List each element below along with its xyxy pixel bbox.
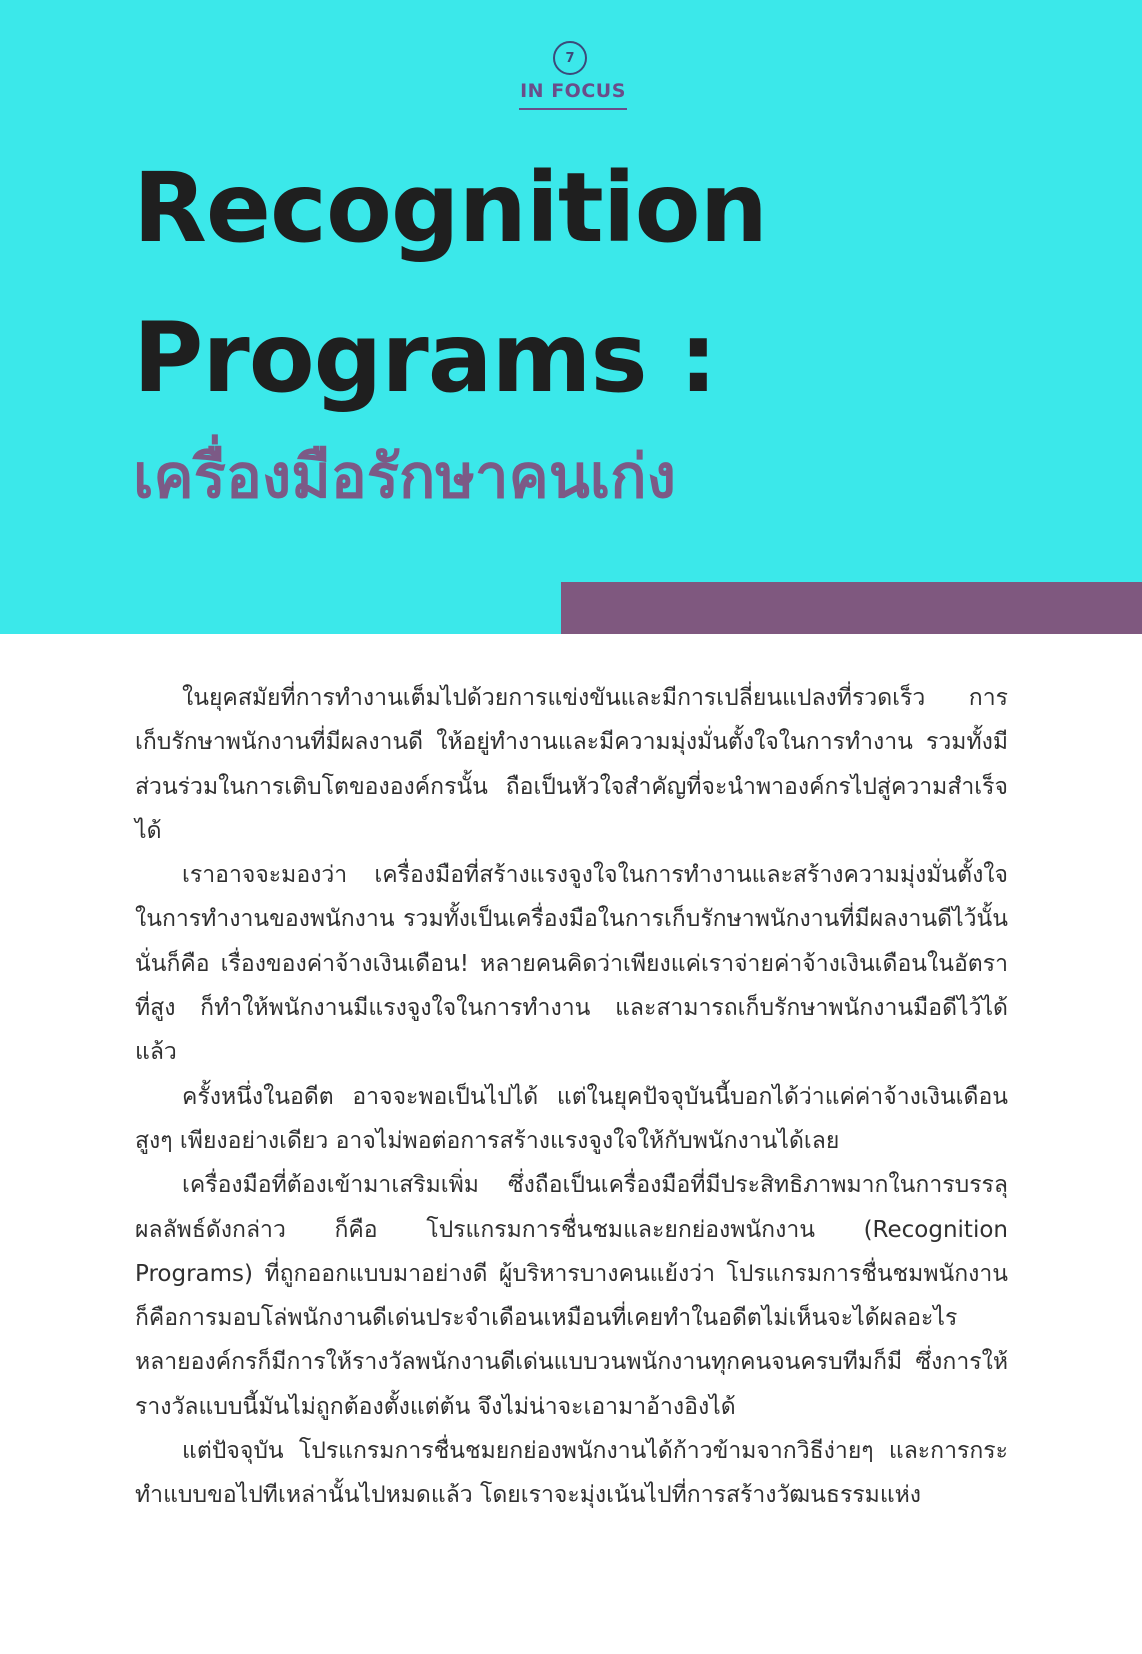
- article-subtitle: เครื่องมือรักษาคนเก่ง: [133, 442, 676, 512]
- paragraph: เราอาจจะมองว่า เครื่องมือที่สร้างแรงจูงใจในการทำงานและสร้างความมุ่งมั่นตั้งใจในการทำงานของพนักงาน รวมทั้งเป็นเครื่องมือในการเก็บรักษาพนักงานที่มีผลงานดีไว้นั้น นั่นก็คือ เรื่องของค่าจ้างเงินเดือน! หลายคนคิดว่าเพียงแค่เราจ่ายค่าจ้างเงินเดือนในอัตราที่สูง ก็ทำให้พนักงานมีแรงจูงใจในการทำงาน และสามารถเก็บรักษาพนักงานมือดีไว้ได้แล้ว: [135, 862, 1008, 1066]
- paragraph: เครื่องมือที่ต้องเข้ามาเสริมเพิ่ม ซึ่งถือเป็นเครื่องมือที่มีประสิทธิภาพมากในการบรรลุผลลัพธ์ดังกล่าว ก็คือ โปรแกรมการชื่นชมและยกย่องพนักงาน (Recognition Programs) ที่ถูกออกแบบมาอย่างดี ผู้บริหารบางคนแย้งว่า โปรแกรมการชื่นชมพนักงาน ก็คือการมอบโล่พนักงานดีเด่นประจำเดือนเหมือนที่เคยทำในอดีตไม่เห็นจะได้ผลอะไร หลายองค์กรก็มีการให้รางวัลพนักงานดีเด่นแบบวนพนักงานทุกคนจนครบทีมก็มี ซึ่งการให้รางวัลแบบนี้มันไม่ถูกต้องตั้งแต่ต้น จึงไม่น่าจะเอามาอ้างอิงได้: [135, 1172, 1008, 1420]
- paragraph: ในยุคสมัยที่การทำงานเต็มไปด้วยการแข่งขันและมีการเปลี่ยนแปลงที่รวดเร็ว การเก็บรักษาพนักงานที่มีผลงานดี ให้อยู่ทำงานและมีความมุ่งมั่นตั้งใจในการทำงาน รวมทั้งมีส่วนร่วมในการเติบโตขององค์กรนั้น ถือเป็นหัวใจสำคัญที่จะนำพาองค์กรไปสู่ความสำเร็จได้: [135, 685, 1008, 844]
- article-title-line-2: Programs :: [133, 302, 717, 414]
- paragraph: แต่ปัจจุบัน โปรแกรมการชื่นชมยกย่องพนักงานได้ก้าวข้ามจากวิธีง่ายๆ และการกระทำแบบขอไปทีเหล่านั้นไปหมดแล้ว โดยเราจะมุ่งเน้นไปที่การสร้างวัฒนธรรมแห่ง: [135, 1438, 1008, 1509]
- article-title-line-1: Recognition: [133, 152, 767, 264]
- page-number-badge: [553, 41, 587, 75]
- paragraph: ครั้งหนึ่งในอดีต อาจจะพอเป็นไปได้ แต่ในยุคปัจจุบันนี้บอกได้ว่าแค่ค่าจ้างเงินเดือนสูงๆ เพียงอย่างเดียว อาจไม่พอต่อการสร้างแรงจูงใจให้กับพนักงานได้เลย: [135, 1083, 1008, 1154]
- page-number: 7: [565, 50, 575, 66]
- accent-bar: [561, 582, 1142, 634]
- article-body: [135, 676, 1008, 1518]
- section-label: IN FOCUS: [520, 80, 626, 102]
- section-underline: [519, 108, 627, 110]
